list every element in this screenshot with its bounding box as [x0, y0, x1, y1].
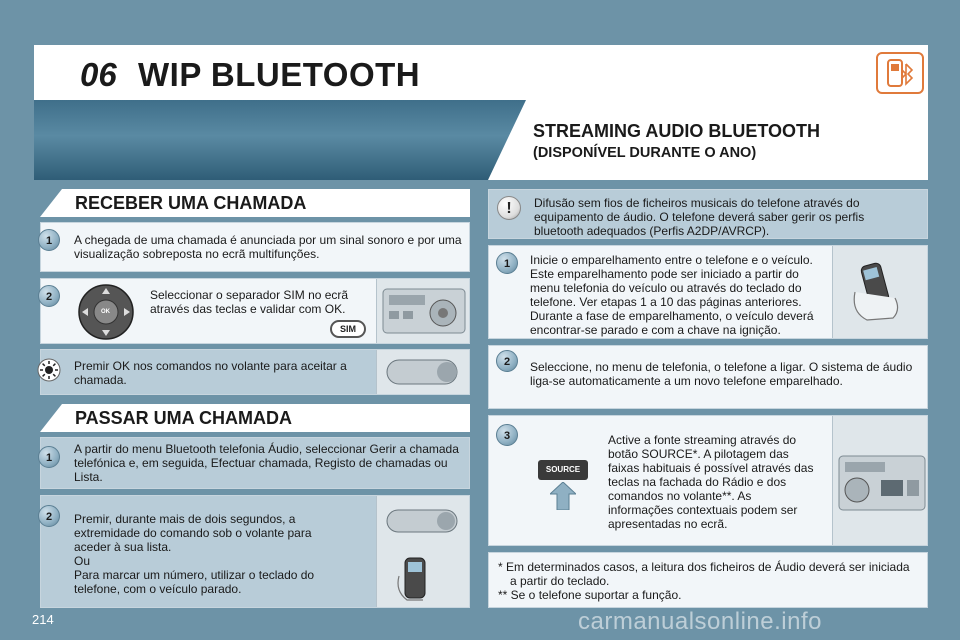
bluetooth-phone-icon: [876, 52, 924, 94]
sim-tab-label: SIM: [330, 320, 366, 338]
step-number-badge: 2: [496, 350, 518, 372]
streaming-warning-text: Difusão sem fios de ficheiros musicais do telefone através do equipamento de áudio. O telefone deverá saber gerir os perfis bluetooth adequados (Perfis A2DP/AVRCP).: [534, 196, 865, 238]
footnote-1: * Em determinados casos, a leitura dos ficheiros de Áudio deverá ser iniciada a partir do teclado.: [498, 560, 910, 588]
receive-step-2-text: Seleccionar o separador SIM no ecrã através das teclas e validar com OK.: [150, 288, 349, 316]
step-number-badge: 1: [38, 229, 60, 251]
step-number-badge: 2: [38, 285, 60, 307]
step-number-badge: 2: [38, 505, 60, 527]
streaming-step-2-text: Seleccione, no menu de telefonia, o telefone a ligar. O sistema de áudio liga-se automaticamente a um novo telefone emparelhado.: [530, 360, 913, 388]
footnote-2: ** Se o telefone suportar a função.: [498, 588, 682, 602]
steering-and-phone-illustration: [376, 496, 469, 607]
arrow-up-icon: [550, 482, 576, 510]
step-number-badge: 1: [38, 446, 60, 468]
streaming-subtitle: (DISPONÍVEL DURANTE O ANO): [533, 145, 757, 161]
streaming-step-3-text: Active a fonte streaming através do botão SOURCE*. A pilotagem das faixas habituais é possível através das teclas na fachada do Rádio e dos comandos no volante**. As informações contextuais podem ser apresentadas no ecrã.: [608, 433, 814, 531]
receive-step-1-text: A chegada de uma chamada é anunciada por um sinal sonoro e por uma visualização sobreposta no ecrã multifunções.: [74, 233, 462, 261]
place-step-2-text: Premir, durante mais de dois segundos, a extremidade do comando sob o volante para aceder à sua lista. Ou Para marcar um número, utilizar o teclado do telefone, com o veículo parado.: [74, 512, 315, 596]
page-title: WIP BLUETOOTH: [138, 56, 421, 93]
ok-label: OK: [101, 309, 110, 315]
source-button-illustration: SOURCE: [538, 460, 588, 480]
chapter-number: 06: [80, 56, 117, 93]
streaming-title: STREAMING AUDIO BLUETOOTH: [533, 121, 820, 141]
place-step-1-text: A partir do menu Bluetooth telefonia Áudio, seleccionar Gerir a chamada telefónica e, em seguida, Efectuar chamada, Registo de chamadas ou Lista.: [74, 442, 459, 484]
warning-icon: !: [497, 196, 521, 220]
receive-tip-text: Premir OK nos comandos no volante para aceitar a chamada.: [74, 359, 347, 387]
steering-control-illustration: [376, 350, 469, 394]
phone-in-hand-illustration: [832, 246, 927, 338]
streaming-step-1-text: Inicie o emparelhamento entre o telefone e o veículo. Este emparelhamento pode ser iniciado a partir do menu telefonia do veículo ou através do teclado do telefone. Ver etapas 1 a 10 das páginas anteriores. Durante a fase de emparelhamento, o veículo deverá encontrar-se parado e com a chave na ignição.: [530, 253, 814, 337]
watermark: carmanualsonline.info: [578, 608, 822, 635]
radio-unit-illustration: [832, 416, 927, 545]
page-number: 214: [32, 612, 54, 627]
receive-title: RECEBER UMA CHAMADA: [75, 193, 307, 213]
radio-unit-illustration: [376, 279, 469, 343]
step-number-badge: 1: [496, 252, 518, 274]
sun-tip-icon: [37, 358, 61, 382]
place-title: PASSAR UMA CHAMADA: [75, 408, 292, 428]
step-number-badge: 3: [496, 424, 518, 446]
